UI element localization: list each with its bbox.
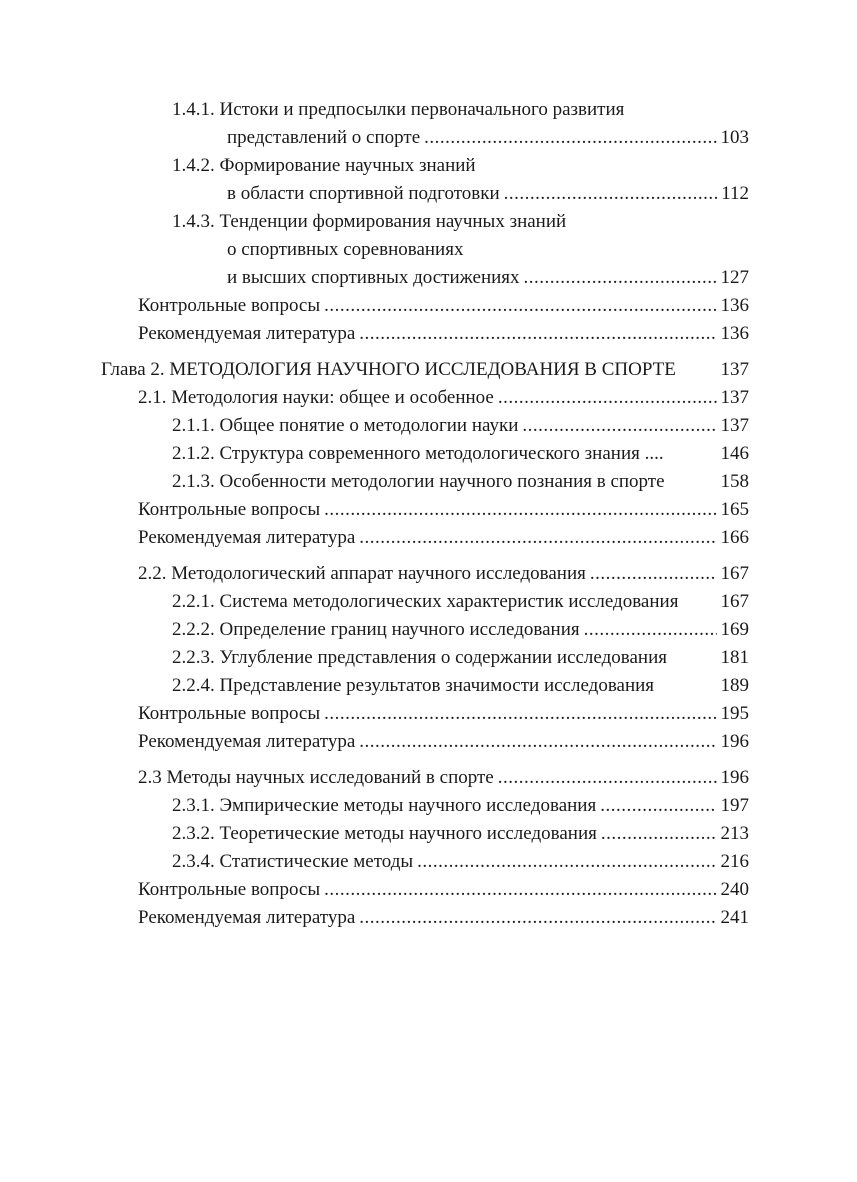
page-number: 112 xyxy=(721,183,749,204)
toc-entry-2-2[interactable] xyxy=(0,560,857,588)
entry-title: 2.2.4. Представление результатов значимости исследования xyxy=(172,675,655,696)
toc-entry-2-3-4[interactable] xyxy=(0,848,857,876)
entry-title: Рекомендуемая литература xyxy=(138,907,356,928)
entry-title: 2.1. Методология науки: общее и особенное xyxy=(138,387,494,408)
toc-entry-2-3-1[interactable] xyxy=(0,792,857,820)
dot-leader xyxy=(504,180,718,208)
toc-entry-control-questions[interactable] xyxy=(0,292,857,320)
entry-title: Формирование научных знаний xyxy=(219,155,476,176)
page-number: 127 xyxy=(720,267,749,288)
page-number: 137 xyxy=(720,415,749,436)
toc-entry-1-4-3-line3[interactable] xyxy=(0,264,857,292)
page-number: 137 xyxy=(720,359,749,380)
page-number: 241 xyxy=(720,907,749,928)
toc-entry-2-1-2[interactable] xyxy=(0,440,857,468)
dot-leader xyxy=(524,264,717,292)
page-number: 195 xyxy=(720,703,749,724)
dot-leader xyxy=(359,524,716,552)
entry-title: 2.1.3. Особенности методологии научного познания в спорте xyxy=(172,471,665,492)
toc-entry-2-2-2[interactable] xyxy=(0,616,857,644)
page-number: 167 xyxy=(720,591,749,612)
toc-entry-2-1-1[interactable] xyxy=(0,412,857,440)
entry-title: Тенденции формирования научных знаний xyxy=(219,211,567,232)
dot-leader xyxy=(498,764,717,792)
entry-number: 1.4.1. xyxy=(172,99,215,120)
page-number: 216 xyxy=(720,851,749,872)
chapter-title: Глава 2. МЕТОДОЛОГИЯ НАУЧНОГО ИССЛЕДОВАНИЯ В СПОРТЕ xyxy=(101,359,676,380)
entry-title: Рекомендуемая литература xyxy=(138,731,356,752)
toc-entry-1-4-2-line1 xyxy=(0,152,857,180)
dot-leader xyxy=(324,700,716,728)
entry-number: 1.4.2. xyxy=(172,155,215,176)
dot-leader xyxy=(359,728,716,756)
toc-entry-recommended-literature[interactable] xyxy=(0,904,857,932)
entry-title: 2.3.1. Эмпирические методы научного исследования xyxy=(172,795,597,816)
entry-title: о спортивных соревнованиях xyxy=(227,239,464,260)
page-number: 189 xyxy=(720,675,749,696)
toc-entry-2-1[interactable] xyxy=(0,384,857,412)
entry-title: 2.2. Методологический аппарат научного исследования xyxy=(138,563,586,584)
entry-title: Рекомендуемая литература xyxy=(138,323,356,344)
toc-entry-1-4-3-line1 xyxy=(0,208,857,236)
page-number: 136 xyxy=(720,295,749,316)
dot-leader xyxy=(498,384,717,412)
entry-title: 2.2.2. Определение границ научного исследования xyxy=(172,619,580,640)
entry-title: Контрольные вопросы xyxy=(138,295,321,316)
dot-leader xyxy=(417,848,716,876)
entry-title: Контрольные вопросы xyxy=(138,499,321,520)
page-number: 167 xyxy=(720,563,749,584)
toc-entry-recommended-literature[interactable] xyxy=(0,320,857,348)
toc-entry-2-2-1[interactable] xyxy=(0,588,857,616)
entry-title: Рекомендуемая литература xyxy=(138,527,356,548)
dot-leader xyxy=(324,292,716,320)
entry-title: в области спортивной подготовки xyxy=(227,183,500,204)
page-number: 197 xyxy=(720,795,749,816)
toc-entry-2-2-3[interactable] xyxy=(0,644,857,672)
dot-leader xyxy=(359,320,716,348)
page-number: 196 xyxy=(720,767,749,788)
toc-entry-control-questions[interactable] xyxy=(0,700,857,728)
dot-leader xyxy=(584,616,717,644)
entry-title: 2.1.2. Структура современного методологического знания .... xyxy=(172,443,664,464)
page-number: 146 xyxy=(720,443,749,464)
dot-leader xyxy=(600,792,716,820)
toc-entry-1-4-1-line2[interactable] xyxy=(0,124,857,152)
toc-entry-chapter-2[interactable] xyxy=(0,356,857,384)
page-number: 103 xyxy=(720,127,749,148)
page-number: 136 xyxy=(720,323,749,344)
entry-title: 2.1.1. Общее понятие о методологии науки xyxy=(172,415,519,436)
dot-leader xyxy=(359,904,716,932)
entry-title: Контрольные вопросы xyxy=(138,879,321,900)
page-number: 213 xyxy=(720,823,749,844)
toc-entry-2-3-2[interactable] xyxy=(0,820,857,848)
page-number: 137 xyxy=(720,387,749,408)
entry-title: Контрольные вопросы xyxy=(138,703,321,724)
entry-number: 1.4.3. xyxy=(172,211,215,232)
entry-title: 2.3 Методы научных исследований в спорте xyxy=(138,767,494,788)
toc-entry-1-4-3-line2 xyxy=(0,236,857,264)
page-number: 165 xyxy=(720,499,749,520)
dot-leader xyxy=(324,876,716,904)
entry-title: 2.3.4. Статистические методы xyxy=(172,851,414,872)
dot-leader xyxy=(324,496,716,524)
dot-leader xyxy=(590,560,717,588)
entry-title: Истоки и предпосылки первоначального развития xyxy=(219,99,625,120)
entry-title: представлений о спорте xyxy=(227,127,421,148)
table-of-contents xyxy=(0,96,857,932)
page-number: 158 xyxy=(720,471,749,492)
page-number: 240 xyxy=(720,879,749,900)
toc-entry-1-4-1-line1 xyxy=(0,96,857,124)
toc-entry-control-questions[interactable] xyxy=(0,496,857,524)
entry-title: 2.2.1. Система методологических характеристик исследования xyxy=(172,591,679,612)
page-number: 196 xyxy=(720,731,749,752)
dot-leader xyxy=(424,124,716,152)
page-number: 166 xyxy=(720,527,749,548)
entry-title: 2.2.3. Углубление представления о содержании исследования xyxy=(172,647,667,668)
dot-leader xyxy=(601,820,717,848)
page-number: 169 xyxy=(720,619,749,640)
toc-entry-2-1-3[interactable] xyxy=(0,468,857,496)
entry-title: и высших спортивных достижениях xyxy=(227,267,520,288)
toc-entry-control-questions[interactable] xyxy=(0,876,857,904)
toc-entry-1-4-2-line2[interactable] xyxy=(0,180,857,208)
toc-entry-recommended-literature[interactable] xyxy=(0,728,857,756)
entry-title: 2.3.2. Теоретические методы научного исследования xyxy=(172,823,597,844)
dot-leader xyxy=(522,412,716,440)
page-number: 181 xyxy=(720,647,749,668)
toc-entry-2-3[interactable] xyxy=(0,764,857,792)
toc-entry-recommended-literature[interactable] xyxy=(0,524,857,552)
toc-entry-2-2-4[interactable] xyxy=(0,672,857,700)
